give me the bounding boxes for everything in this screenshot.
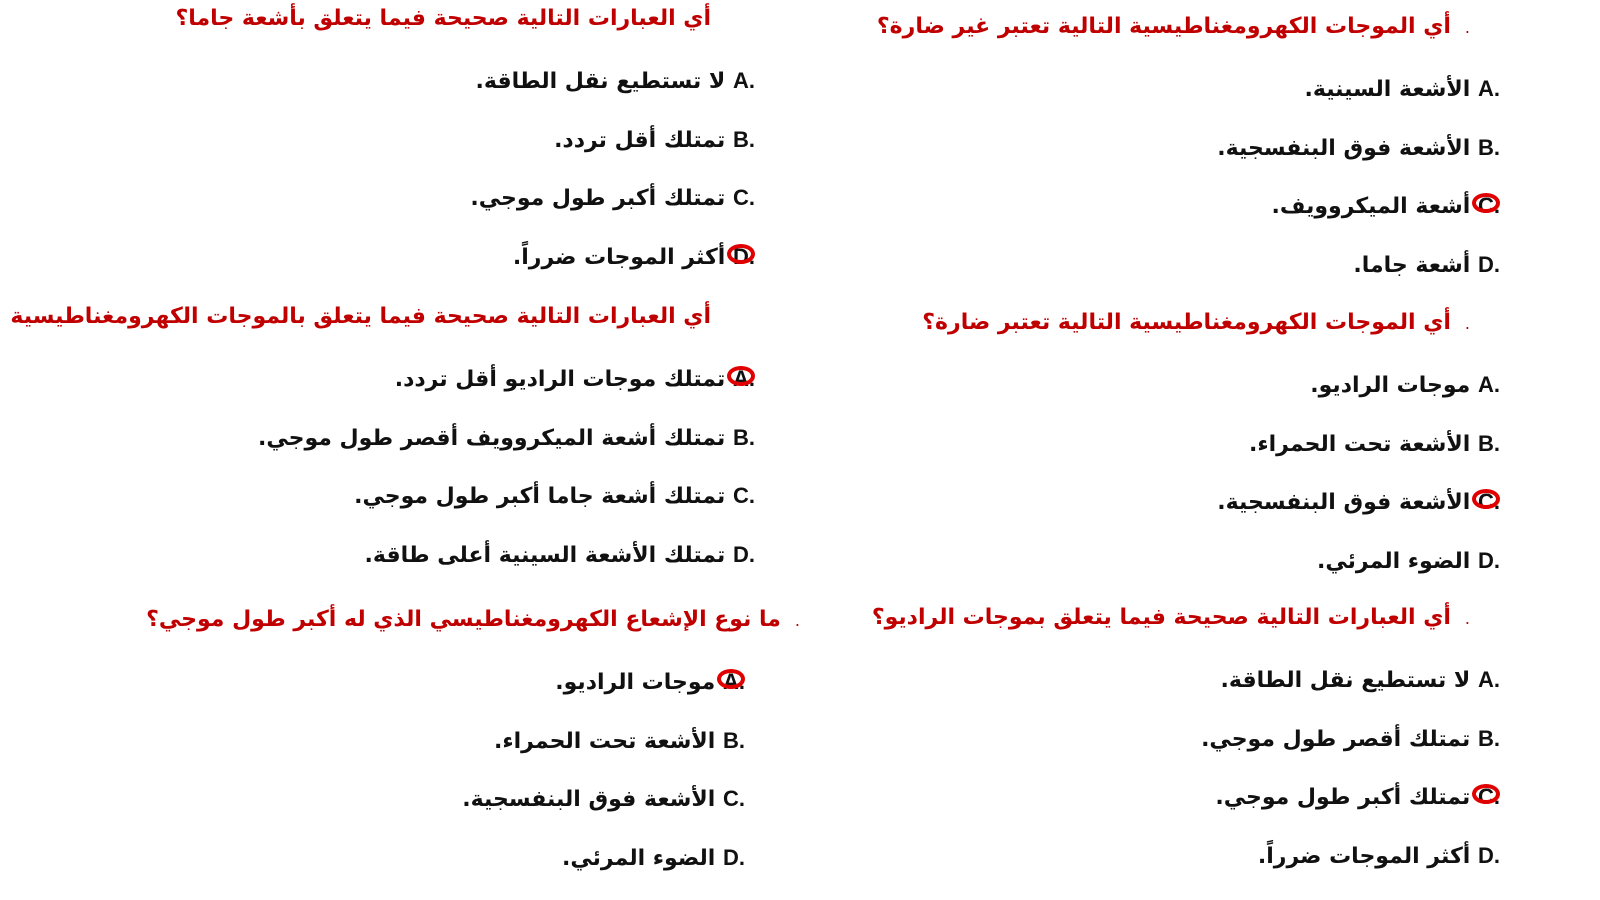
option-letter-wrap <box>723 784 745 815</box>
option-letter-wrap <box>733 242 755 273</box>
option-letter: A <box>1477 372 1494 397</box>
question-text: أي الموجات الكهرومغناطيسية التالية تعتبر غير ضارة؟ <box>876 14 1451 39</box>
selected-answer-circle-icon <box>717 669 745 689</box>
option-letter-dot: . <box>1493 372 1500 397</box>
question-heading <box>146 605 800 635</box>
option-text: أكثر الموجات ضرراً. <box>1257 844 1471 869</box>
option-letter-dot: . <box>1493 135 1500 160</box>
option-letter-wrap <box>1478 370 1500 401</box>
option-letter-dot: . <box>748 483 755 508</box>
option-letter-wrap <box>1478 133 1500 164</box>
option-letter-wrap <box>733 540 755 571</box>
answer-option <box>494 726 745 756</box>
option-text: أكثر الموجات ضرراً. <box>512 245 726 270</box>
option-letter: A <box>722 669 739 694</box>
option-letter-dot: . <box>748 244 755 269</box>
option-letter-wrap <box>733 183 755 214</box>
option-letter-dot: . <box>748 127 755 152</box>
selected-answer-circle-icon <box>1472 784 1500 804</box>
option-letter: B <box>1477 726 1494 751</box>
answer-option <box>1221 665 1500 695</box>
option-letter: A <box>1477 76 1494 101</box>
option-letter-wrap <box>1478 841 1500 872</box>
answer-option <box>1310 370 1500 400</box>
option-letter-dot: . <box>1493 548 1500 573</box>
option-letter-wrap <box>1478 665 1500 696</box>
answer-option <box>1353 250 1500 280</box>
option-text: تمتلك أكبر طول موجي. <box>470 186 726 211</box>
option-letter: B <box>1477 135 1494 160</box>
option-letter: A <box>732 68 749 93</box>
option-letter-wrap <box>1478 250 1500 281</box>
option-letter: D <box>1477 843 1494 868</box>
answer-option <box>555 667 745 697</box>
option-text: تمتلك أكبر طول موجي. <box>1215 785 1471 810</box>
question-heading <box>872 603 1470 633</box>
option-letter-dot: . <box>1493 76 1500 101</box>
question-heading <box>10 302 725 332</box>
answer-option <box>1272 191 1500 221</box>
option-letter: D <box>1477 548 1494 573</box>
option-letter: D <box>732 244 749 269</box>
option-letter-wrap <box>1478 782 1500 813</box>
option-letter-wrap <box>733 481 755 512</box>
option-letter-dot: . <box>1493 784 1500 809</box>
answer-option <box>1258 841 1500 871</box>
option-text: تمتلك أقل تردد. <box>554 128 726 153</box>
answer-option <box>476 66 755 96</box>
option-letter-wrap <box>733 364 755 395</box>
option-text: الأشعة السينية. <box>1304 77 1471 102</box>
option-text: تمتلك موجات الراديو أقل تردد. <box>394 367 726 392</box>
option-text: موجات الراديو. <box>1310 373 1471 398</box>
option-text: لا تستطيع نقل الطاقة. <box>475 69 726 94</box>
option-letter: B <box>732 127 749 152</box>
option-letter-dot: . <box>738 786 745 811</box>
question-heading <box>175 4 725 34</box>
option-letter: C <box>732 483 749 508</box>
option-letter-wrap <box>1478 429 1500 460</box>
selected-answer-circle-icon <box>1472 193 1500 213</box>
option-letter-dot: . <box>738 728 745 753</box>
option-text: لا تستطيع نقل الطاقة. <box>1220 668 1471 693</box>
option-text: الضوء المرئي. <box>562 846 716 871</box>
selected-answer-circle-icon <box>1472 489 1500 509</box>
option-letter-dot: . <box>738 845 745 870</box>
option-letter-dot: . <box>1493 431 1500 456</box>
option-letter-dot: . <box>748 425 755 450</box>
option-letter-dot: . <box>1493 193 1500 218</box>
option-text: الأشعة فوق البنفسجية. <box>1217 136 1471 161</box>
question-heading <box>877 12 1470 42</box>
answer-option <box>1217 487 1500 517</box>
option-text: الأشعة فوق البنفسجية. <box>1217 490 1471 515</box>
option-letter: C <box>1477 193 1494 218</box>
question-bullet: . <box>1464 314 1470 333</box>
option-text: تمتلك أقصر طول موجي. <box>1201 727 1471 752</box>
question-bullet: . <box>1464 609 1470 628</box>
option-letter: D <box>722 845 739 870</box>
answer-option <box>1317 546 1500 576</box>
option-letter-dot: . <box>748 185 755 210</box>
answer-option <box>354 481 755 511</box>
option-letter: C <box>1477 784 1494 809</box>
answer-option <box>1217 133 1500 163</box>
option-letter-wrap <box>723 726 745 757</box>
answer-option <box>258 423 755 453</box>
answer-option <box>1249 429 1500 459</box>
option-letter-wrap <box>1478 487 1500 518</box>
answer-option <box>513 242 755 272</box>
answer-option <box>462 784 745 814</box>
option-letter-dot: . <box>1493 667 1500 692</box>
option-letter-wrap <box>1478 74 1500 105</box>
question-heading <box>922 308 1470 338</box>
option-text: أشعة الميكروويف. <box>1271 194 1471 219</box>
option-text: أشعة جاما. <box>1353 253 1471 278</box>
option-letter: D <box>1477 252 1494 277</box>
option-letter-wrap <box>733 66 755 97</box>
option-letter-dot: . <box>1493 726 1500 751</box>
question-bullet: . <box>794 611 800 630</box>
question-text: أي العبارات التالية صحيحة فيما يتعلق بالموجات الكهرومغناطيسية <box>10 304 711 329</box>
answer-option <box>1215 782 1500 812</box>
question-text: أي العبارات التالية صحيحة فيما يتعلق بأشعة جاما؟ <box>175 6 711 31</box>
option-letter-wrap <box>1478 191 1500 222</box>
option-text: الضوء المرئي. <box>1317 549 1471 574</box>
option-letter-dot: . <box>748 68 755 93</box>
answer-option <box>562 843 745 873</box>
answer-option <box>365 540 755 570</box>
option-letter-dot: . <box>748 366 755 391</box>
option-letter-dot: . <box>1493 843 1500 868</box>
option-letter: C <box>732 185 749 210</box>
option-text: تمتلك أشعة جاما أكبر طول موجي. <box>354 484 726 509</box>
question-text: ما نوع الإشعاع الكهرومغناطيسي الذي له أكبر طول موجي؟ <box>146 607 781 632</box>
option-letter-dot: . <box>1493 489 1500 514</box>
selected-answer-circle-icon <box>727 366 755 386</box>
option-letter-wrap <box>1478 724 1500 755</box>
option-letter-wrap <box>733 125 755 156</box>
option-letter: A <box>732 366 749 391</box>
option-letter: B <box>722 728 739 753</box>
option-text: موجات الراديو. <box>555 670 716 695</box>
answer-option <box>554 125 755 155</box>
answer-option <box>395 364 755 394</box>
option-letter-wrap <box>723 667 745 698</box>
option-letter: C <box>722 786 739 811</box>
option-letter: B <box>732 425 749 450</box>
option-text: الأشعة تحت الحمراء. <box>494 729 716 754</box>
option-text: تمتلك أشعة الميكروويف أقصر طول موجي. <box>258 426 726 451</box>
question-text: أي العبارات التالية صحيحة فيما يتعلق بموجات الراديو؟ <box>871 605 1451 630</box>
option-letter-wrap <box>1478 546 1500 577</box>
option-text: تمتلك الأشعة السينية أعلى طاقة. <box>364 543 726 568</box>
answer-option <box>1305 74 1501 104</box>
answer-option <box>470 183 755 213</box>
option-letter-dot: . <box>1493 252 1500 277</box>
option-letter-wrap <box>733 423 755 454</box>
option-letter-dot: . <box>738 669 745 694</box>
option-text: الأشعة فوق البنفسجية. <box>462 787 716 812</box>
option-letter: C <box>1477 489 1494 514</box>
option-letter-wrap <box>723 843 745 874</box>
question-text: أي الموجات الكهرومغناطيسية التالية تعتبر ضارة؟ <box>922 310 1451 335</box>
option-letter: B <box>1477 431 1494 456</box>
option-text: الأشعة تحت الحمراء. <box>1249 432 1471 457</box>
answer-option <box>1201 724 1500 754</box>
selected-answer-circle-icon <box>727 244 755 264</box>
option-letter: A <box>1477 667 1494 692</box>
option-letter: D <box>732 542 749 567</box>
option-letter-dot: . <box>748 542 755 567</box>
question-bullet: . <box>1464 18 1470 37</box>
